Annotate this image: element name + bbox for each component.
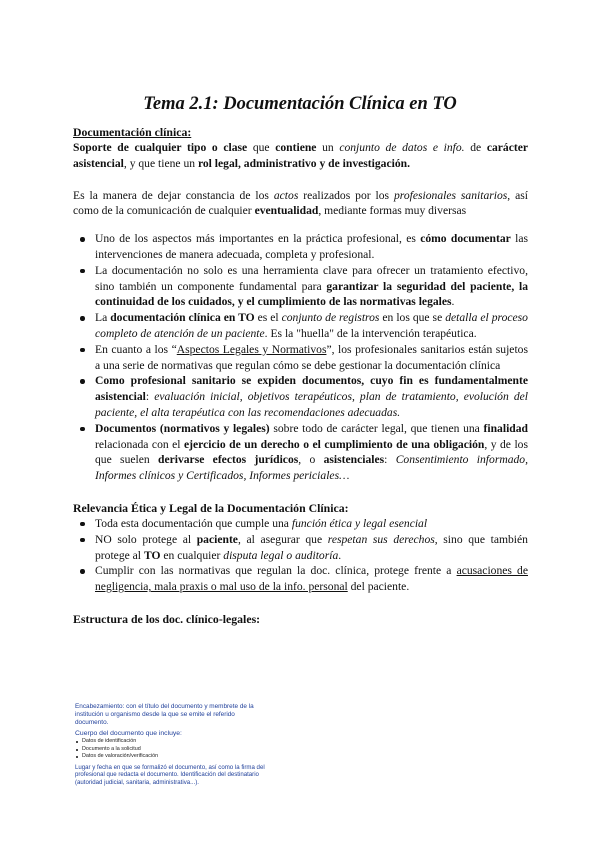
text-run: Documentos (normativos y legales) xyxy=(95,421,270,435)
text-run: del paciente. xyxy=(347,580,410,594)
text-run: cómo documentar xyxy=(420,232,511,246)
text-run: TO xyxy=(143,548,161,562)
text-run: rol legal, administrativo y de investigación. xyxy=(197,156,410,170)
text-run: asistenciales xyxy=(323,453,385,467)
bullet-item xyxy=(73,373,528,420)
text-run: en los que se xyxy=(379,311,446,325)
text-run: contiene xyxy=(275,141,317,154)
section-heading-documentacion: Documentación clínica: xyxy=(73,125,192,139)
documentation-bullet-list xyxy=(73,231,528,484)
bullet-item xyxy=(73,532,528,564)
bullet-item xyxy=(73,421,528,484)
text-run: , y que tiene un xyxy=(123,156,198,170)
definition-paragraph xyxy=(73,140,528,172)
text-run: es el xyxy=(254,311,282,325)
text-run: garantizar la seguridad del paciente, la continuidad de los cuidados, y el cumplimiento de las normativas legales xyxy=(95,279,528,309)
text-run: actos xyxy=(273,188,299,202)
text-run: paciente xyxy=(196,532,238,546)
figure-item-list xyxy=(75,738,270,761)
text-run: Uno de los aspectos más importantes en la práctica profesional, es xyxy=(95,232,421,246)
text-run: , sino que también protege al xyxy=(95,532,528,562)
bullet-item xyxy=(73,263,528,310)
text-run: que xyxy=(247,141,276,154)
text-run: Consentimiento informado, Informes clínicos y Certificados, Informes periciales… xyxy=(95,453,528,483)
text-run: En cuanto a los “ xyxy=(95,342,177,356)
text-run: las intervenciones de manera adecuada, completa y profesional. xyxy=(95,232,528,261)
text-run: La xyxy=(95,311,111,325)
text-run: acusaciones de negligencia, mala praxis o mal uso de la info. personal xyxy=(95,564,528,594)
bullet-item xyxy=(73,310,528,342)
text-run: conjunto de datos e info. xyxy=(339,141,465,154)
text-run: documentación clínica en TO xyxy=(110,311,255,325)
intro-paragraph xyxy=(73,188,528,220)
bullet-item xyxy=(73,231,528,263)
text-run: función ética y legal esencial xyxy=(291,516,428,530)
text-run: La documentación no solo es una herramienta clave para ofrecer un tratamiento efectivo, sino también un componente fundamental para xyxy=(95,263,528,293)
text-run: , y de los que suelen xyxy=(95,437,528,467)
figure-list-item: Datos de identificación xyxy=(75,738,270,746)
figure-list-item: Documento a la solicitud xyxy=(75,746,270,754)
text-run: Es la manera de dejar constancia de los xyxy=(73,188,274,202)
figure-body-heading: Cuerpo del documento que incluye: xyxy=(75,730,182,737)
text-run: en cualquier xyxy=(160,548,224,562)
text-run: detalla el proceso completo de atención de un paciente xyxy=(95,311,528,340)
section-heading-estructura: Estructura de los doc. clínico-legales: xyxy=(73,611,261,626)
text-run: profesionales sanitarios xyxy=(393,188,508,202)
bullet-item xyxy=(73,563,528,595)
structure-figure xyxy=(75,703,270,823)
text-run: disputa legal o auditoría xyxy=(223,548,339,562)
text-run: Soporte de cualquier tipo o clase xyxy=(73,141,248,154)
text-run: . Es la "huella" de la intervención terapéutica. xyxy=(264,326,477,340)
text-run: finalidad xyxy=(483,421,528,435)
text-run: . xyxy=(338,548,342,562)
text-run: un xyxy=(316,141,340,154)
text-run: realizados por los xyxy=(298,188,394,202)
bullet-item xyxy=(73,342,528,374)
text-run: , así como de la comunicación de cualquier xyxy=(73,188,528,218)
text-run: ”, los profesionales sanitarios están sujetos a una serie de normativas que regulan cómo se debe gestionar la documentación clínica xyxy=(95,342,528,372)
text-run: conjunto de registros xyxy=(281,311,380,325)
bullet-item xyxy=(73,516,528,532)
text-run: eventualidad xyxy=(254,204,319,218)
text-run: , al asegurar que xyxy=(237,532,328,546)
page-title: Tema 2.1: Documentación Clínica en TO xyxy=(143,94,457,114)
text-run: : xyxy=(384,453,396,467)
text-run: evaluación inicial, objetivos terapéuticos, plan de tratamiento, evolución del paciente, el alta terapéutica con las recomendaciones adecuadas. xyxy=(95,390,528,419)
text-run: relacionada con el xyxy=(95,437,185,451)
text-run: Cumplir con las normativas que regulan la doc. clínica, protege frente a xyxy=(95,564,457,578)
text-run: derivarse efectos jurídicos xyxy=(158,453,299,467)
text-run: : xyxy=(145,390,155,404)
text-run: sobre todo de carácter legal, que tienen una xyxy=(269,421,484,435)
figure-list-item: Datos de valoración/verificación xyxy=(75,753,270,761)
text-run: de xyxy=(464,141,487,154)
text-run: carácter asistencial xyxy=(73,141,529,170)
section-heading-relevancia: Relevancia Ética y Legal de la Documentación Clínica: xyxy=(73,500,349,515)
text-run: Como profesional sanitario se expiden documentos, cuyo fin es fundamentalmente asistencial xyxy=(95,374,528,404)
text-run: , o xyxy=(298,453,324,467)
text-run: Aspectos Legales y Normativos xyxy=(176,342,327,356)
text-run: NO solo protege al xyxy=(95,532,197,546)
figure-intro-text: Encabezamiento: con el título del documento y membrete de la institución u organismo desde la que se emite el referido documento. xyxy=(75,703,254,726)
text-run: ejercicio de un derecho o el cumplimiento de una obligación xyxy=(184,437,485,451)
document-body xyxy=(73,124,528,627)
text-run: , mediante formas muy diversas xyxy=(318,204,467,218)
text-run: respetan sus derechos xyxy=(327,532,435,546)
text-run: Toda esta documentación que cumple una xyxy=(95,516,292,530)
figure-footer-text: Lugar y fecha en que se formalizó el documento, así como la firma del profesional que redacta el documento. Identificación del destinatario (autoridad judicial, sanitaria, administrativa...). xyxy=(75,763,265,787)
text-run: . xyxy=(451,295,455,309)
relevance-bullet-list xyxy=(73,516,528,595)
